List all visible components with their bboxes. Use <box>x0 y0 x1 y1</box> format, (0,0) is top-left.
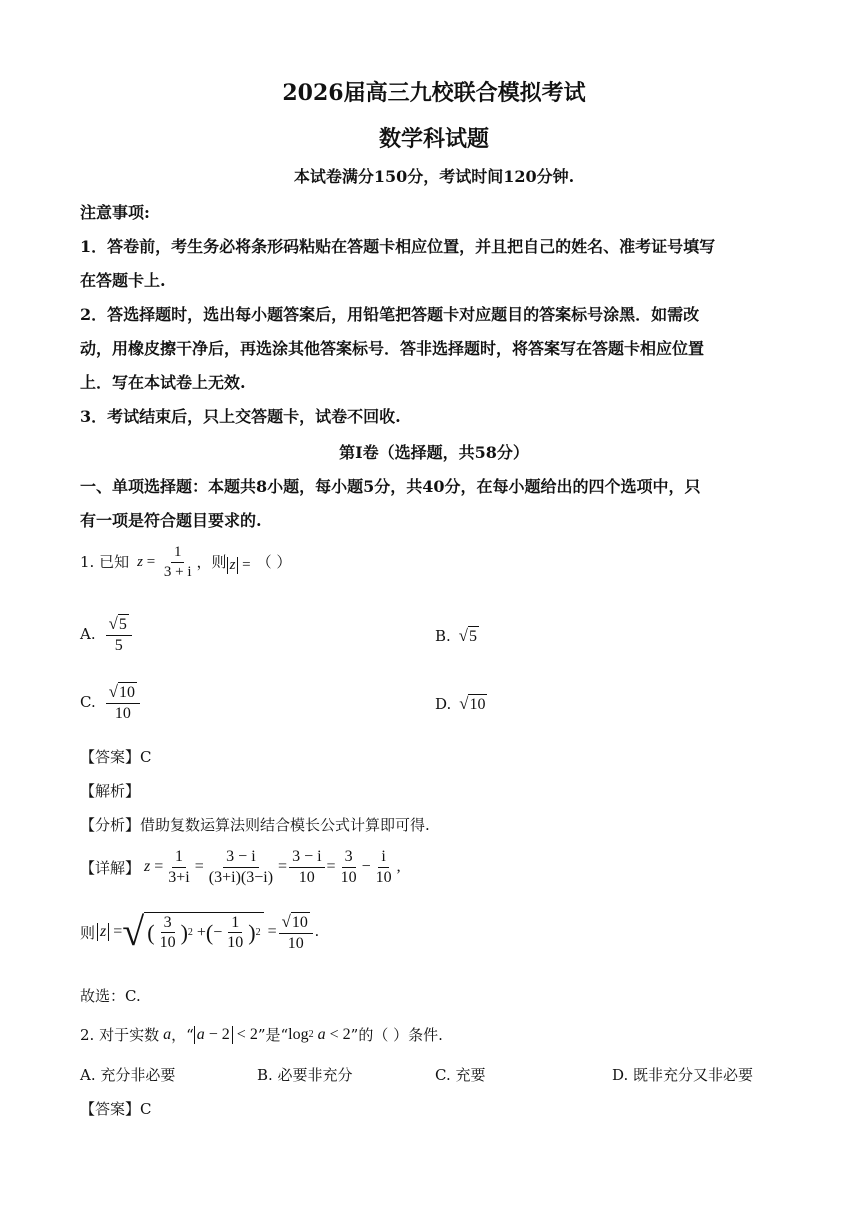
question-2-stem <box>80 1024 443 1045</box>
exam-title: 2026届高三九校联合模拟考试 <box>282 80 586 106</box>
q1-option-b-value: √ 5 <box>458 626 478 645</box>
q1-option-a-label: A. <box>80 625 96 644</box>
q1-detail-line-1 <box>80 848 401 886</box>
q1-given-formula: z = $\frac{1}{3 + i}$ <box>137 544 192 580</box>
notes-heading: 注意事项: <box>80 203 150 222</box>
q1-fenxi: 【分析】借助复数运算法则结合模长公式计算即可得. <box>80 816 430 834</box>
q1-detail-line-2 <box>80 909 319 955</box>
q1-then-label: 则 <box>80 923 96 942</box>
q2-option-c[interactable]: C. 充要 <box>435 1066 486 1084</box>
exam-subtitle: 数学科试题 <box>378 126 489 152</box>
q1-detail-formula: z = $\frac{1}{3+i}$ = $\frac{3 - i}{(3+i)(3-i)}$ = $\frac{3 - i}{10}$ = $\frac{3}{10}$ − $\frac{i}{10}$ , <box>144 848 401 886</box>
q2-is: ”是“ <box>257 1026 289 1044</box>
note-2-line-3: 上．写在本试卷上无效. <box>80 373 246 392</box>
q1-detail-label: 【详解】 <box>80 858 141 877</box>
q1-option-b[interactable] <box>435 626 479 646</box>
q2-var: a <box>163 1025 172 1043</box>
q1-answer: 【答案】C <box>80 748 152 766</box>
q1-prefix: 1. 已知 <box>80 553 130 571</box>
q1-option-c-label: C. <box>80 693 96 712</box>
note-1-line-2: 在答题卡上. <box>80 271 166 290</box>
q1-option-d[interactable] <box>435 694 487 714</box>
q2-option-a[interactable]: A. 充分非必要 <box>80 1066 176 1084</box>
q2-prefix: 2. 对于实数 <box>80 1026 160 1044</box>
note-1-line-1: 1．答卷前，考生务必将条形码粘贴在答题卡相应位置，并且把自己的姓名、准考证号填写 <box>80 237 716 256</box>
q1-modulus-formula: z = √ ( $\frac{3}{10}$ ) 2 + ( − $\frac{1}{10}$ ) 2 = √ 10 10 . <box>97 912 319 953</box>
q1-option-d-value: √ 10 <box>459 694 486 713</box>
q1-analysis-label: 【解析】 <box>80 782 141 800</box>
q1-mid: ，则 <box>196 553 227 571</box>
q2-option-d[interactable]: D. 既非充分又非必要 <box>612 1066 754 1084</box>
q1-choose: 故选：C. <box>80 987 141 1005</box>
note-2-line-2: 动，用橡皮擦干净后，再选涂其他答案标号．答非选择题时，将答案写在答题卡相应位置 <box>80 339 705 358</box>
q2-sep: ，“ <box>171 1026 194 1044</box>
q2-condition-2: log 2 a < 2 <box>288 1025 351 1043</box>
note-3: 3．考试结束后，只上交答题卡，试卷不回收. <box>80 407 401 426</box>
q1-option-a[interactable] <box>80 614 134 655</box>
q2-condition-1: a − 2 < 2 <box>194 1026 258 1044</box>
q1-option-c-value: √ 10 10 <box>104 682 142 723</box>
q1-option-d-label: D. <box>435 695 452 714</box>
note-2-line-1: 2．答选择题时，选出每小题答案后，用铅笔把答题卡对应题目的答案标号涂黑．如需改 <box>80 305 700 324</box>
q2-option-b[interactable]: B. 必要非充分 <box>257 1066 353 1084</box>
q1-option-a-value: √ 5 5 <box>104 614 134 655</box>
q2-suffix: ”的（ ）条件. <box>350 1026 443 1044</box>
section-intro-line-1: 一、单项选择题：本题共8小题，每小题5分，共40分，在每小题给出的四个选项中，只 <box>80 477 701 496</box>
part-title: 第Ⅰ卷（选择题，共58分） <box>339 443 529 462</box>
q1-modulus-expr: z = <box>227 557 251 574</box>
section-intro-line-2: 有一项是符合题目要求的. <box>80 511 262 530</box>
q1-option-b-label: B. <box>435 627 451 646</box>
question-1-stem <box>80 544 291 580</box>
q1-option-c[interactable] <box>80 682 142 723</box>
q2-answer: 【答案】C <box>80 1100 152 1118</box>
q1-blank: （ ） <box>256 553 292 571</box>
exam-info: 本试卷满分150分，考试时间120分钟. <box>293 167 575 186</box>
